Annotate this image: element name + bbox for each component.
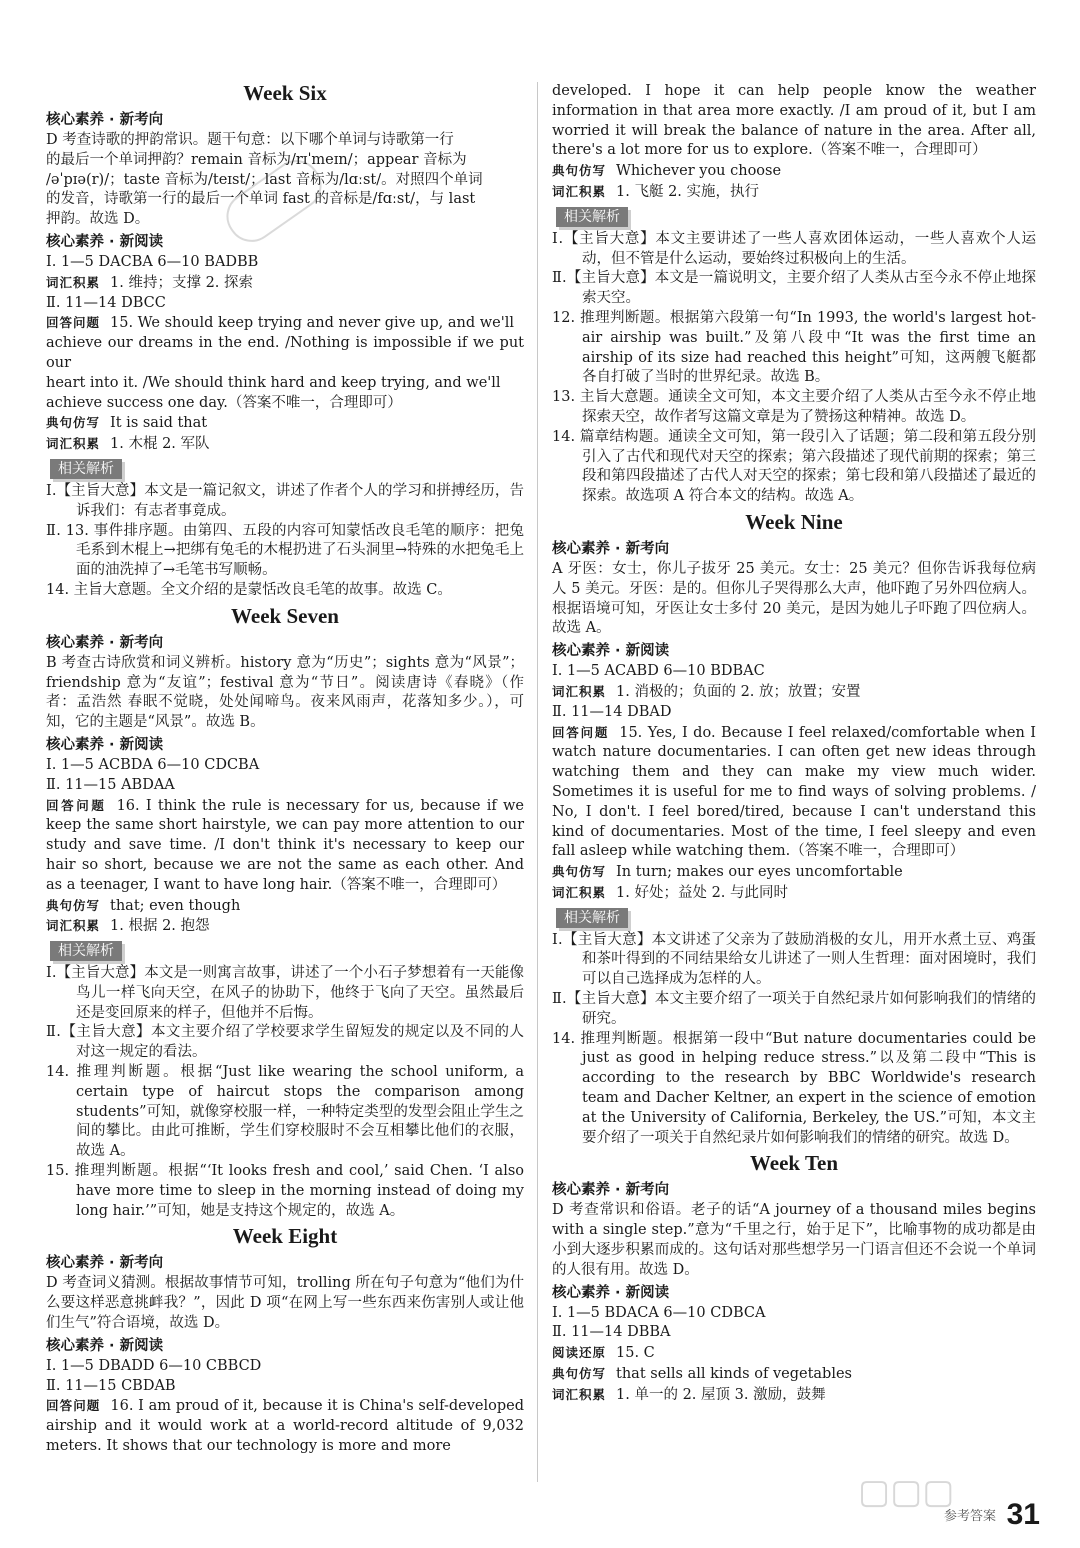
section-heading: 核心素养 · 新阅读 bbox=[552, 643, 670, 660]
analysis-badge: 相关解析 bbox=[556, 908, 628, 928]
sentence-text: that; even though bbox=[110, 897, 241, 914]
analysis-item: 14. 推理判断题。根据第一段中“But nature documentaries could be just as good in helping reduce stress.”以及第二段中“This is according to the research by BBC Worldwide's research team and Dacher Keltner, an expert in the science of emotion at the University of California, Berkeley, the US.”可知，本文主要介绍了一项关于自然纪录片如何影响我们的情绪的研究。故选 D。 bbox=[552, 1030, 1036, 1146]
vocab-line bbox=[552, 883, 1036, 904]
text-line: achieve success one day.（答案不唯一，合理即可） bbox=[46, 394, 402, 411]
label-tag: 典句仿写 bbox=[552, 1366, 607, 1382]
analysis-item: 13. 主旨大意题。通读全文可知，本文主要介绍了人类从古至今永不停止地探索天空，故作者写这篇文章是为了赞扬这种精神。故选 D。 bbox=[552, 389, 1036, 425]
text-line: 的最后一个单词押韵？remain 音标为/rɪˈmeɪn/；appear 音标为 bbox=[46, 151, 467, 168]
section-heading: 核心素养 · 新考向 bbox=[46, 112, 164, 128]
footer-label: 参考答案 bbox=[943, 1509, 996, 1524]
analysis-badge: 相关解析 bbox=[556, 207, 628, 227]
section-heading: 核心素养 · 新考向 bbox=[46, 1255, 164, 1272]
answer-key: Ⅱ. 11—15 ABDAA bbox=[46, 776, 175, 793]
qa-line bbox=[46, 313, 524, 334]
label-tag: 词汇积累 bbox=[552, 683, 607, 699]
analysis-item: Ⅱ.【主旨大意】本文主要介绍了学校要求学生留短发的规定以及不同的人对这一规定的看法。 bbox=[46, 1024, 524, 1061]
vocab-text: 1. 单一的 2. 屋顶 3. 激励，鼓舞 bbox=[616, 1386, 826, 1403]
vocab-text: 1. 维持；支撑 2. 探索 bbox=[110, 274, 254, 291]
section-heading: 核心素养 · 新阅读 bbox=[46, 1337, 164, 1354]
analysis-item: Ⅰ.【主旨大意】本文主要讲述了一些人喜欢团体运动，一些人喜欢个人运动，但不管是什么运动，要始终过积极向上的生活。 bbox=[552, 230, 1036, 267]
paragraph: D 考查常识和俗语。老子的话“A journey of a thousand miles begins with a single step.”意为“千里之行，始于足下”，比喻事物的成功都是由小到大逐步积累而成的。这句话对那些想学另一门语言但还不会说一个单词的人很有用。故选 D。 bbox=[552, 1202, 1036, 1278]
label-tag: 词汇积累 bbox=[46, 436, 101, 452]
label-tag: 词汇积累 bbox=[46, 918, 101, 934]
answer-key: Ⅰ. 1—5 DBADD 6—10 CBBCD bbox=[46, 1357, 262, 1374]
qa-text: 16. I think the rule is necessary for us, because if we keep the same short hairstyle, we can pay more attention to our study and save time. /I don't think it's necessary to keep our hair so short, because we are not the same as each other. And as a teenager, I want to have long hair.（答案不唯一，合理即可） bbox=[46, 797, 524, 893]
answer-key: Ⅱ. 11—14 DBCC bbox=[46, 294, 166, 311]
analysis-item: Ⅱ.【主旨大意】本文是一篇说明文，主要介绍了人类从古至今永不停止地探索天空。 bbox=[552, 270, 1036, 307]
analysis-item: Ⅰ.【主旨大意】本文是一篇记叙文，讲述了作者个人的学习和拼搏经历，告诉我们：有志者事竟成。 bbox=[46, 482, 524, 519]
sentence-text: It is said that bbox=[110, 415, 208, 432]
column-divider bbox=[537, 82, 538, 1482]
sentence-line bbox=[552, 1364, 1036, 1385]
paragraph: D 考查词义猜测。根据故事情节可知，trolling 所在句子句意为“他们为什么要这样恶意挑衅我？”，因此 D 项“在网上写一些东西来伤害别人或让他们生气”符合语境，故选 D。 bbox=[46, 1275, 524, 1332]
label-tag: 词汇积累 bbox=[552, 1386, 607, 1402]
qa-line bbox=[46, 1396, 524, 1456]
text-line: achieve our dreams in the end. /Nothing is impossible if we put our bbox=[46, 335, 524, 371]
sentence-line bbox=[46, 413, 524, 434]
vocab-line bbox=[46, 434, 524, 455]
vocab-text: 1. 根据 2. 抱怨 bbox=[110, 918, 210, 935]
vocab-line bbox=[552, 1385, 1036, 1406]
text-line: 的发音，诗歌第一行的最后一个单词 fast 的音标是/fɑːst/，与 last bbox=[46, 191, 476, 208]
analysis-item: Ⅱ. 13. 事件排序题。由第四、五段的内容可知蒙恬改良毛笔的顺序：把兔毛系到木棍上→把绑有兔毛的木棍扔进了石头洞里→特殊的水把兔毛上面的油洗掉了→毛笔书写顺畅。 bbox=[46, 522, 524, 579]
analysis-item: 14. 篇章结构题。通读全文可知，第一段引入了话题；第二段和第五段分别引入了古代和现代对天空的探索；第六段描述了现代前期的探索；第三段和第四段描述了古代人对天空的探索；第七段和第八段描述了最近的探索。故选项 A 符合本文的结构。故选 A。 bbox=[552, 428, 1036, 505]
analysis-item: 15. 推理判断题。根据“‘It looks fresh and cool,’ said Chen. ‘I also have more time to sleep in the morning instead of doing my long hair.’”可知，她是支持这个规定的，故选 A。 bbox=[46, 1163, 524, 1219]
page-number: 31 bbox=[1006, 1498, 1040, 1531]
week-nine-title: Week Nine bbox=[745, 509, 843, 534]
text-line: 押韵。故选 D。 bbox=[46, 211, 150, 228]
section-heading: 核心素养 · 新考向 bbox=[46, 634, 164, 651]
analysis-item: 14. 主旨大意题。全文介绍的是蒙恬改良毛笔的故事。故选 C。 bbox=[46, 581, 452, 598]
analysis-item: Ⅰ.【主旨大意】本文是一则寓言故事，讲述了一个小石子梦想着有一天能像鸟儿一样飞向天空，在风子的协助下，他终于飞向了天空。虽然最后还是变回原来的样子，但他并不后悔。 bbox=[46, 965, 524, 1021]
text-line: D 考查诗歌的押韵常识。题干句意：以下哪个单词与诗歌第一行 bbox=[46, 132, 454, 148]
paragraph: developed. I hope it can help people know the weather information in that area more exactly. /I am proud of it, but I am worried it will break the balance of nature in the area. After all, there's a lot more for us to explore.（答案不唯一，合理即可） bbox=[552, 83, 1036, 159]
week-eight-title: Week Eight bbox=[232, 1224, 338, 1249]
reading-line bbox=[552, 1343, 1036, 1364]
text-line: /əˈpɪə(r)/；taste 音标为/teɪst/；last 音标为/lɑːst/。对照四个单词 bbox=[46, 171, 483, 188]
label-tag: 典句仿写 bbox=[46, 415, 101, 431]
label-tag: 词汇积累 bbox=[552, 183, 607, 199]
answer-key: Ⅱ. 11—14 DBAD bbox=[552, 703, 672, 720]
vocab-line bbox=[46, 916, 524, 937]
qa-line bbox=[46, 796, 524, 896]
label-tag: 回答问题 bbox=[552, 724, 610, 740]
qa-text: 15. Yes, I do. Because I feel relaxed/comfortable when I watch nature documentaries. I can often get new ideas through watching them and they can make my view much wider. Sometimes it is useful for me to find ways of solving problems. / No, I don't. I feel bored/tired, because I can't understand this kind of documentaries. Most of the time, I feel sleepy and even fall asleep while watching them.（答案不唯一，合理即可） bbox=[552, 724, 1036, 860]
vocab-text: 1. 好处；益处 2. 与此同时 bbox=[616, 884, 789, 901]
label-tag: 词汇积累 bbox=[46, 274, 101, 290]
answer-key: Ⅱ. 11—15 CBDAB bbox=[46, 1377, 176, 1394]
sentence-text: Whichever you choose bbox=[616, 163, 782, 180]
answer-key: Ⅱ. 11—14 DBBA bbox=[552, 1324, 671, 1341]
week-ten-title: Week Ten bbox=[749, 1151, 839, 1176]
section-heading: 核心素养 · 新阅读 bbox=[46, 233, 164, 250]
label-tag: 回答问题 bbox=[46, 315, 101, 331]
analysis-item: 14. 推理判断题。根据“Just like wearing the school uniform, a certain type of haircut stops the comparison among students”可知，就像穿校服一样，一种特定类型的发型会阻止学生之间的攀比。由此可推断，学生们穿校服时不会互相攀比他们的衣服，故选 A。 bbox=[46, 1064, 524, 1160]
sentence-text: that sells all kinds of vegetables bbox=[616, 1366, 852, 1383]
label-tag: 回答问题 bbox=[46, 797, 107, 813]
paragraph: A 牙医：女士，你儿子拔牙 25 美元。女士：25 美元？但你告诉我每位病人 5 美元。牙医：是的。但你儿子哭得那么大声，他吓跑了另外四位病人。根据语境可知，牙医让女士多付 20 美元，是因为她儿子吓跑了四位病人。故选 A。 bbox=[552, 560, 1036, 637]
week-six-title: Week Six bbox=[243, 81, 327, 105]
sentence-text: In turn; makes our eyes uncomfortable bbox=[616, 864, 903, 881]
vocab-text: 1. 消极的；负面的 2. 放；放置；安置 bbox=[616, 683, 861, 700]
label-tag: 阅读还原 bbox=[552, 1345, 607, 1361]
right-column bbox=[552, 82, 1036, 1406]
label-tag: 典句仿写 bbox=[552, 163, 607, 179]
sentence-line bbox=[552, 161, 1036, 182]
label-tag: 回答问题 bbox=[46, 1398, 101, 1414]
qa-line bbox=[552, 723, 1036, 863]
vocab-line bbox=[46, 273, 524, 294]
qa-text: 16. I am proud of it, because it is China's self-developed airship and it would work at a world-record altitude of 9,032 meters. It shows that our technology is more and more bbox=[46, 1398, 524, 1455]
label-tag: 典句仿写 bbox=[46, 897, 101, 913]
vocab-line bbox=[552, 682, 1036, 703]
left-column bbox=[46, 78, 524, 1457]
answer-key: Ⅰ. 1—5 ACBDA 6—10 CDCBA bbox=[46, 756, 260, 773]
analysis-item: Ⅰ.【主旨大意】本文讲述了父亲为了鼓励消极的女儿，用开水煮土豆、鸡蛋和茶叶得到的不同结果给女儿讲述了一则人生哲理：面对困境时，我们可以自己选择成为怎样的人。 bbox=[552, 931, 1036, 988]
analysis-item: 12. 推理判断题。根据第六段第一句“In 1993, the world's largest hot-air airship was built.”及第八段中“It was the first time an airship of its size had reached this height”可知，这两艘飞艇都各自打破了当时的世界纪录。故选 B。 bbox=[552, 309, 1036, 386]
vocab-line bbox=[552, 182, 1036, 203]
section-heading: 核心素养 · 新考向 bbox=[552, 540, 670, 557]
section-heading: 核心素养 · 新阅读 bbox=[46, 736, 164, 753]
text-line: heart into it. /We should think hard and keep trying, and we'll bbox=[46, 374, 501, 391]
label-tag: 典句仿写 bbox=[552, 864, 607, 880]
label-tag: 词汇积累 bbox=[552, 884, 607, 900]
watermark-logo: ▢▢▢ bbox=[858, 1472, 955, 1512]
sentence-line bbox=[46, 896, 524, 917]
section-heading: 核心素养 · 新阅读 bbox=[552, 1284, 670, 1301]
qa-text: 15. We should keep trying and never give up, and we'll bbox=[110, 315, 515, 332]
vocab-text: 1. 木棍 2. 军队 bbox=[110, 436, 210, 453]
answer-key: Ⅰ. 1—5 DACBA 6—10 BADBB bbox=[46, 253, 259, 270]
sentence-line bbox=[552, 862, 1036, 883]
analysis-badge: 相关解析 bbox=[50, 459, 122, 479]
analysis-badge: 相关解析 bbox=[50, 941, 122, 961]
section-heading: 核心素养 · 新考向 bbox=[552, 1182, 670, 1199]
paragraph: B 考查古诗欣赏和词义辨析。history 意为“历史”；sights 意为“风景”；friendship 意为“友谊”；festival 意为“节日”。阅读唐诗《春晓》（作者：孟浩然 春眠不觉晓，处处闻啼鸟。夜来风雨声，花落知多少。），可知，它的主题是“风景”。故选 B。 bbox=[46, 654, 524, 731]
vocab-text: 1. 飞艇 2. 实施，执行 bbox=[616, 183, 760, 200]
analysis-item: Ⅱ.【主旨大意】本文主要介绍了一项关于自然纪录片如何影响我们的情绪的研究。 bbox=[552, 991, 1036, 1027]
reading-text: 15. C bbox=[616, 1345, 655, 1362]
week-seven-title: Week Seven bbox=[231, 603, 339, 628]
answer-key: Ⅰ. 1—5 ACABD 6—10 BDBAC bbox=[552, 663, 765, 680]
answer-key: Ⅰ. 1—5 BDACA 6—10 CDBCA bbox=[552, 1304, 766, 1321]
